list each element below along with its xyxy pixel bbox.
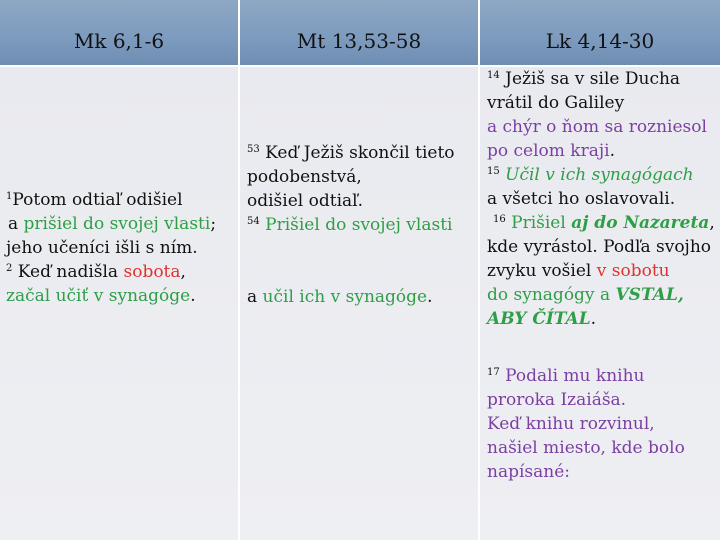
mk-line-4 [6, 260, 186, 284]
lk-text-green: do synagógy a [487, 285, 611, 305]
lk-line-14 [487, 412, 655, 436]
verse-number: 16 [493, 214, 506, 225]
header-mt-label: Mt 13,53-58 [296, 28, 422, 53]
verse-number: 53 [247, 144, 260, 155]
lk-text-purple: proroka Izaiáša. [487, 390, 627, 410]
mk-text: ; [210, 214, 217, 234]
lk-text-purple: a chýr o ňom sa rozniesol [487, 117, 707, 137]
verse-number: 15 [487, 166, 500, 177]
lk-line-3 [487, 115, 707, 139]
column-mt [240, 0, 478, 540]
lk-line-7 [493, 211, 715, 235]
mk-text: Keď nadišla [17, 262, 124, 282]
lk-line-16 [487, 460, 570, 484]
lk-line-5 [487, 163, 694, 187]
verse-number: 17 [487, 367, 500, 378]
cell-lk [480, 67, 720, 540]
lk-text-green-bold: aj do Nazareta [571, 213, 710, 233]
mt-line-4 [247, 213, 452, 237]
mt-text: podobenstvá, [247, 167, 362, 187]
header-mk [0, 0, 238, 65]
mk-text-green: prišiel do svojej vlasti [23, 214, 211, 234]
mt-line-5 [247, 285, 433, 309]
mt-line-1 [247, 141, 455, 165]
header-lk [480, 0, 720, 65]
lk-text-green-bold: ABY ČÍTAL [487, 309, 591, 329]
lk-text-purple: Podali mu knihu [505, 366, 645, 386]
cell-mk [0, 67, 238, 540]
lk-text-green-bold: VSTAL, [615, 285, 684, 305]
lk-line-1 [487, 67, 680, 91]
column-lk [480, 0, 720, 540]
mt-text: odišiel odtiaľ. [247, 191, 363, 211]
mt-text: . [427, 287, 433, 307]
lk-line-2 [487, 91, 624, 115]
lk-text: kde vyrástol. Podľa svojho [487, 237, 712, 257]
lk-text-green: Prišiel [511, 213, 566, 233]
lk-text-purple: napísané: [487, 462, 570, 482]
lk-text: . [609, 141, 615, 161]
mk-text: . [190, 286, 196, 306]
mt-line-3 [247, 189, 363, 213]
header-lk-label: Lk 4,14-30 [545, 28, 655, 53]
lk-line-4 [487, 139, 615, 163]
lk-line-9 [487, 259, 670, 283]
lk-text-purple: po celom kraji [487, 141, 610, 161]
cell-mt [240, 67, 478, 540]
mk-line-5 [6, 284, 196, 308]
mt-text: Keď Ježiš skončil tieto [265, 143, 455, 163]
mk-text: Potom odtiaľ odišiel [12, 190, 183, 210]
lk-text-purple: Keď knihu rozvinul, [487, 414, 655, 434]
column-mk [0, 0, 238, 540]
lk-line-15 [487, 436, 685, 460]
mk-line-1 [6, 188, 183, 212]
lk-text: , [709, 213, 715, 233]
lk-line-12 [487, 364, 644, 388]
lk-text-purple: našiel miesto, kde bolo [487, 438, 685, 458]
mk-text-red: sobota [123, 262, 181, 282]
mk-line-2 [8, 212, 216, 236]
lk-text: zvyku vošiel [487, 261, 597, 281]
lk-text-red: v sobotu [596, 261, 670, 281]
lk-text: Ježiš sa v sile Ducha [505, 69, 681, 89]
header-mk-label: Mk 6,1-6 [73, 28, 165, 53]
mk-text: a [8, 214, 24, 234]
mk-text: , [180, 262, 186, 282]
lk-text: vrátil do Galiley [487, 93, 625, 113]
mt-text-green: učil ich v synagóge [262, 287, 428, 307]
verse-number: 1 [6, 191, 13, 202]
lk-line-11 [487, 307, 596, 331]
verse-number: 2 [6, 263, 13, 274]
lk-line-13 [487, 388, 626, 412]
lk-text: a všetci ho oslavovali. [487, 189, 676, 209]
mk-line-3 [6, 236, 198, 260]
lk-text-green: Učil v ich synagógach [505, 165, 694, 185]
mt-text: a [247, 287, 263, 307]
mt-line-2 [247, 165, 362, 189]
lk-line-8 [487, 235, 711, 259]
lk-line-6 [487, 187, 675, 211]
mt-text-green: Prišiel do svojej vlasti [265, 215, 453, 235]
mk-text: jeho učeníci išli s ním. [6, 238, 198, 258]
mk-text-green: začal učiť v synagóge [6, 286, 191, 306]
lk-text: . [590, 309, 597, 329]
verse-number: 54 [247, 216, 260, 227]
header-mt [240, 0, 478, 65]
verse-number: 14 [487, 70, 500, 81]
lk-line-10 [487, 283, 684, 307]
